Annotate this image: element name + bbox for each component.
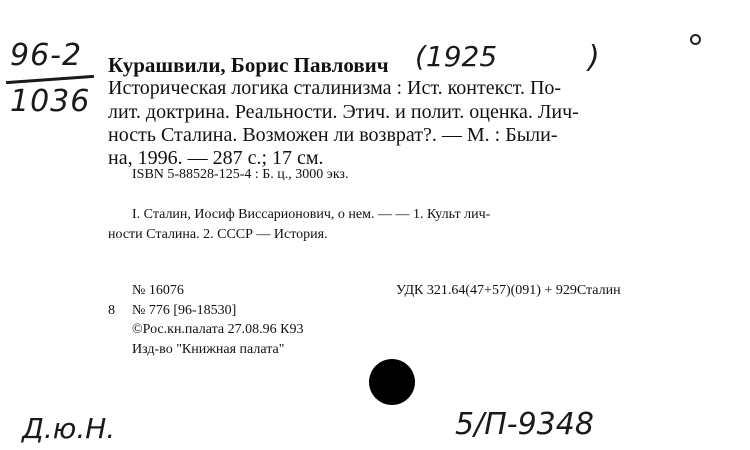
handwritten-note-bottom-right: 5/П-9348 (455, 407, 594, 442)
subjects-line-2: ности Сталина. 2. СССР — История. (108, 227, 328, 242)
handwritten-circle-mark (690, 34, 701, 45)
handwritten-birth-year: (1925 (415, 40, 498, 73)
copy-count: 8 (108, 303, 115, 318)
title-line-4: на, 1996. — 287 с.; 17 см. (108, 147, 324, 169)
title-line-1: Историческая логика сталинизма : Ист. контекст. По- (108, 77, 562, 99)
udk-classification: УДК 321.64(47+57)(091) + 929Сталин (396, 283, 621, 298)
subjects-line-1: I. Сталин, Иосиф Виссарионович, о нем. — — 1. Культ лич- (132, 207, 491, 222)
handwritten-call-number-top: 96-2 (10, 38, 83, 73)
registration-number: № 776 [96-18530] (132, 303, 237, 318)
author-heading: Курашвили, Борис Павлович (108, 53, 389, 77)
title-line-3: ность Сталина. Возможен ли возврат?. — М. : Были- (108, 124, 558, 146)
record-number: № 16076 (132, 283, 184, 298)
handwritten-closing-paren: ) (588, 40, 600, 75)
handwritten-note-bottom-left: Д.ю.Н. (22, 412, 116, 445)
isbn-line: ISBN 5-88528-125-4 : Б. ц., 3000 экз. (132, 167, 349, 182)
publisher-line: Изд-во "Книжная палата" (132, 342, 285, 357)
copyright-line: ©Рос.кн.палата 27.08.96 К93 (132, 322, 304, 337)
handwritten-call-number-bottom: 1036 (10, 84, 91, 119)
call-number-divider (6, 75, 94, 84)
title-line-2: лит. доктрина. Реальности. Этич. и полит. оценка. Лич- (108, 101, 579, 123)
punch-hole (369, 359, 415, 405)
